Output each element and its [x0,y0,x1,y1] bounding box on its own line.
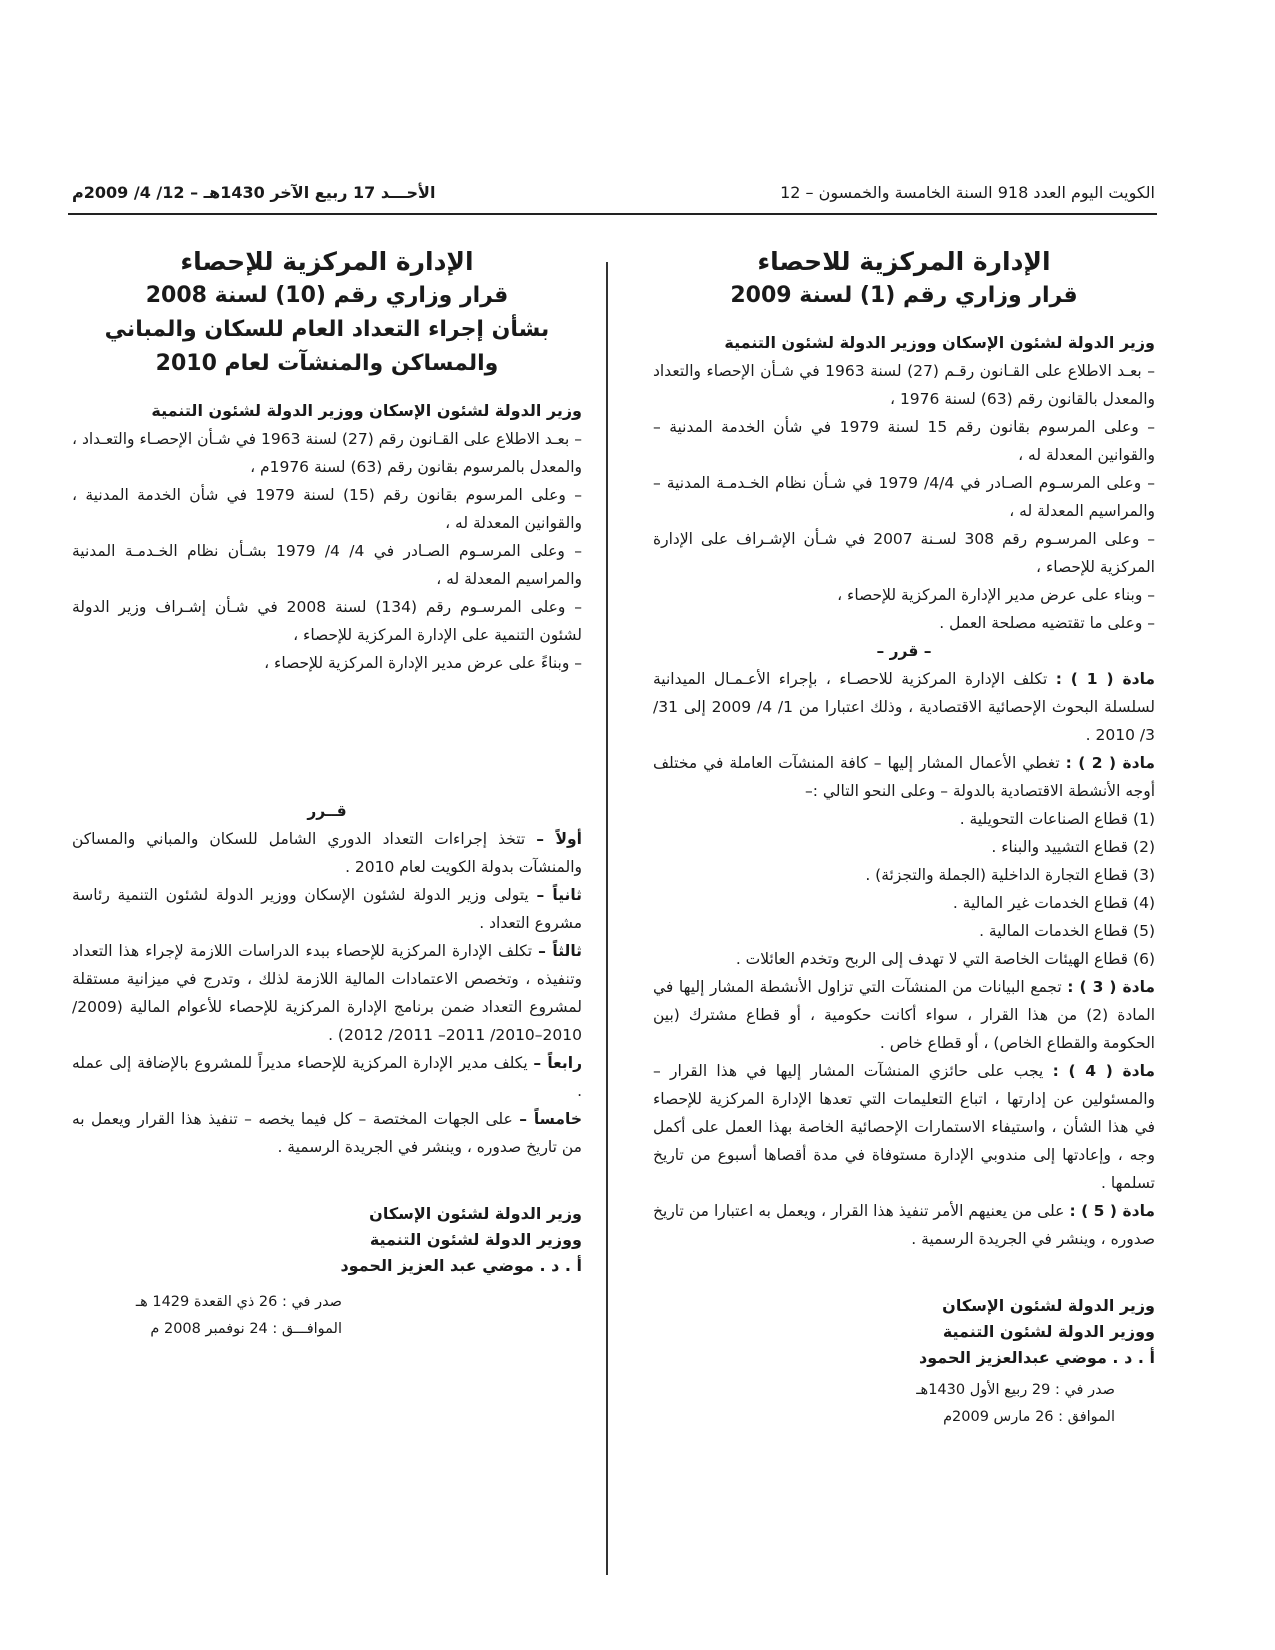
left-item-1-label: أولاً – [536,830,582,848]
right-article-3-label: مادة ( 3 ) : [1067,978,1155,996]
right-article-4-text: يجب على حائزي المنشآت المشار إليها في هذا القرار – والمسئولين عن إدارتها ، اتباع التعليمات التي تعدها الإدارة المركزية للإحصاء في هذا الشأن ، واستيفاء الاستمارات الإحصائية الخاصة بهذا العمل على أكمل وجه ، وإعادتها إلى مندوبي الإدارة مستوفاة في مدة أقصاها أسبوع من تاريخ تسلمها . [653,1062,1155,1192]
left-preamble-4: – وعلى المرسـوم رقم (134) لسنة 2008 في شـأن إشـراف وزير الدولة لشئون التنمية على الإدارة المركزية للإحصاء ، [72,598,582,644]
left-preamble-2: – وعلى المرسوم بقانون رقم (15) لسنة 1979 في شأن الخدمة المدنية ، والقوانين المعدلة له ، [72,486,582,532]
left-issuer: وزير الدولة لشئون الإسكان ووزير الدولة لشئون التنمية [151,401,582,420]
right-sector-3: (3) قطاع التجارة الداخلية (الجملة والتجزئة) . [865,866,1155,884]
right-article-2 [653,749,1155,805]
right-issued [653,1377,1115,1431]
left-item-4-text: يكلف مدير الإدارة المركزية للإحصاء مديراً للمشروع بالإضافة إلى عمله . [72,1054,582,1100]
left-item-3-text: تكلف الإدارة المركزية للإحصاء ببدء الدراسات اللازمة لإجراء هذا التعداد وتنفيذه ، وتخصص الاعتمادات المالية اللازمة لذلك ، وتدرج في ميزانية مستقلة لمشروع التعداد ضمن برنامج الإدارة المركزية للإحصاء للأعوام المالية (2009/ 2010–2010/ 2011– 2011/ 2012) . [72,942,582,1044]
right-sector-6: (6) قطاع الهيئات الخاصة التي لا تهدف إلى الربح وتخدم العائلات . [735,950,1155,968]
right-preamble-2: – وعلى المرسوم بقانون رقم 15 لسنة 1979 في شأن الخدمة المدنية – والقوانين المعدلة له ، [653,418,1155,464]
left-subtitle: قرار وزاري رقم (10) لسنة 2008 [145,283,509,308]
right-sector-2: (2) قطاع التشييد والبناء . [991,838,1155,856]
left-item-5 [72,1105,582,1161]
left-preamble-1: – بعـد الاطلاع على القـانون رقم (27) لسنة 1963 في شـأن الإحصـاء والتعـداد ، والمعدل بالمرسوم بقانون رقم (63) لسنة 1976م ، [72,430,582,476]
right-article-5-text: على من يعنيهم الأمر تنفيذ هذا القرار ، ويعمل به اعتبارا من تاريخ صدوره ، وينشر في الجريدة الرسمية . [653,1202,1155,1248]
right-sector-4: (4) قطاع الخدمات غير المالية . [952,894,1155,912]
right-issuer: وزير الدولة لشئون الإسكان ووزير الدولة لشئون التنمية [724,333,1155,352]
left-item-2 [72,881,582,937]
right-article-4 [653,1057,1155,1197]
left-item-1-text: تتخذ إجراءات التعداد الدوري الشامل للسكان والمباني والمساكن والمنشآت بدولة الكويت لعام 2010 . [72,830,582,876]
left-subject-line-1: بشأن إجراء التعداد العام للسكان والمباني [104,317,550,342]
right-article-2-label: مادة ( 2 ) : [1065,754,1155,772]
left-issued-date-hijri: صدر في : 26 ذي القعدة 1429 هـ [135,1294,342,1310]
right-issued-date-hijri: صدر في : 29 ربيع الأول 1430هـ [916,1382,1115,1398]
left-signature-line-1: وزير الدولة لشئون الإسكان [369,1204,582,1223]
left-decree-heading: قــرر [307,802,347,820]
right-issued-date-gregorian: الموافق : 26 مارس 2009م [943,1409,1115,1425]
left-signature-line-2: ووزير الدولة لشئون التنمية [369,1230,582,1249]
right-article-1 [653,665,1155,749]
right-article-1-label: مادة ( 1 ) : [1055,670,1155,688]
right-preamble-4: – وعلى المرسـوم رقم 308 لسـنة 2007 في شـأن الإشـراف على الإدارة المركزية للإحصاء ، [653,530,1155,576]
left-item-2-text: يتولى وزير الدولة لشئون الإسكان ووزير الدولة لشئون التنمية رئاسة مشروع التعداد . [72,886,582,932]
left-item-4 [72,1049,582,1105]
right-subtitle: قرار وزاري رقم (1) لسنة 2009 [730,283,1078,308]
left-column [72,245,582,1343]
left-signature [72,1201,582,1279]
right-preamble-5: – وبناء على عرض مدير الإدارة المركزية للإحصاء ، [837,586,1155,604]
right-preamble-3: – وعلى المرسـوم الصـادر في 4/4/ 1979 في شـأن نظام الخـدمـة المدنية – والمراسيم المعدلة له ، [653,474,1156,520]
right-article-4-label: مادة ( 4 ) : [1052,1062,1155,1080]
header-date: الأحـــد 17 ربيع الآخر 1430هـ – 12/ 4/ 2009م [72,183,436,202]
left-item-1 [72,825,582,881]
left-item-3 [72,937,582,1049]
left-item-4-label: رابعاً – [533,1054,582,1072]
right-article-3-text: تجمع البيانات من المنشآت التي تزاول الأنشطة المشار إليها في المادة (2) من هذا القرار ، سواء أكانت حكومية ، أو قطاع مشترك (بين الحكومة والقطاع الخاص) ، أو قطاع خاص . [653,978,1155,1052]
right-sector-5: (5) قطاع الخدمات المالية . [979,922,1155,940]
right-article-3 [653,973,1155,1057]
right-decree-heading: – قرر – [876,642,932,660]
right-signature-line-3: أ . د . موضي عبدالعزيز الحمود [919,1348,1155,1367]
left-item-5-label: خامساً – [519,1110,583,1128]
right-preamble-1: – بعـد الاطلاع على القـانون رقـم (27) لسنة 1963 في شـأن الإحصاء والتعداد والمعدل بالقانون رقم (63) لسنة 1976 ، [653,362,1155,408]
left-issued [72,1289,342,1343]
column-divider [606,262,608,1575]
left-issued-date-gregorian: الموافـــق : 24 نوفمبر 2008 م [150,1321,342,1337]
header-issue-info: الكويت اليوم العدد 918 السنة الخامسة والخمسون – 12 [780,183,1155,202]
left-subject-line-2: والمساكن والمنشآت لعام 2010 [155,351,499,376]
header-rule [68,213,1157,215]
right-sector-1: (1) قطاع الصناعات التحويلية . [959,810,1155,828]
left-preamble-5: – وبناءً على عرض مدير الإدارة المركزية للإحصاء ، [264,654,582,672]
left-item-5-text: على الجهات المختصة – كل فيما يخصه – تنفيذ هذا القرار ويعمل به من تاريخ صدوره ، وينشر في الجريدة الرسمية . [72,1110,582,1156]
right-article-5 [653,1197,1155,1253]
right-signature [653,1293,1155,1371]
right-article-2-text: تغطي الأعمال المشار إليها – كافة المنشآت العاملة في مختلف أوجه الأنشطة الاقتصادية بالدولة – وعلى النحو التالي :– [653,754,1155,800]
right-title: الإدارة المركزية للاحصاء [757,247,1051,276]
right-column [653,245,1155,1431]
right-signature-line-2: ووزير الدولة لشئون التنمية [942,1322,1155,1341]
left-item-2-label: ثانياً – [536,886,582,904]
left-signature-line-3: أ . د . موضي عبد العزيز الحمود [340,1256,582,1275]
right-article-5-label: مادة ( 5 ) : [1069,1202,1155,1220]
right-article-1-text: تكلف الإدارة المركزية للاحصـاء ، بإجراء الأعـمـال الميدانية لسلسلة البحوث الإحصائية الاقتصادية ، وذلك اعتبارا من 1/ 4/ 2009 إلى 31/ 3/ 2010 . [653,670,1155,744]
right-preamble-6: – وعلى ما تقتضيه مصلحة العمل . [939,614,1155,632]
left-item-3-label: ثالثاً – [538,942,582,960]
page-header [72,183,1155,209]
left-preamble-3: – وعلى المرسـوم الصـادر في 4/ 4/ 1979 بشـأن نظام الخـدمـة المدنية والمراسيم المعدلة له ، [72,542,582,588]
left-title: الإدارة المركزية للإحصاء [180,247,474,276]
right-signature-line-1: وزير الدولة لشئون الإسكان [942,1296,1155,1315]
